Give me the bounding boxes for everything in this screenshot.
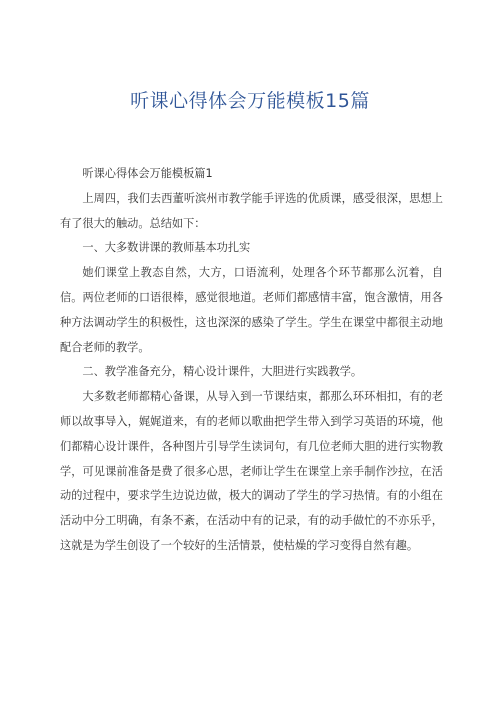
paragraph-point-1-body: 她们课堂上教态自然，大方，口语流利，处理各个环节都那么沉着，自信。两位老师的口语很棒，感觉很地道。老师们都感情丰富，饱含激情，用各种方法调动学生的积极性，这也深深的感染了学生。学生在课堂中都很主动地配合老师的教学。	[60, 266, 443, 354]
paragraph-point-2-body: 大多数老师都精心备课，从导入到一节课结束，都那么环环相扣，有的老师以故事导入，娓娓道来，有的老师以歌曲把学生带入到学习英语的环境，他们都精心设计课件，各种图片引导学生读词句，有几位老师大胆的进行实物教学，可见课前准备是费了很多心思，老师让学生在课堂上亲手制作沙拉，在活动的过程中，要求学生边说边做，极大的调动了学生的学习热情。有的小组在活动中分工明确，有条不紊，在活动中有的记录，有的动手做忙的不亦乐乎，这就是为学生创设了一个较好的生活情景，使枯燥的学习变得自然有趣。	[60, 390, 443, 552]
paragraph-intro: 上周四，我们去西董听滨州市教学能手评选的优质课，感受很深，思想上有了很大的触动。总结如下：	[60, 191, 443, 230]
document-body	[60, 162, 443, 559]
document-title: 听课心得体会万能模板15篇	[130, 90, 370, 112]
paragraph-point-1-heading: 一、大多数讲课的教师基本功扎实	[82, 241, 251, 255]
section-heading: 听课心得体会万能模板篇1	[82, 167, 213, 180]
paragraph-point-2-heading: 二、教学准备充分，精心设计课件，大胆进行实践教学。	[82, 365, 363, 379]
